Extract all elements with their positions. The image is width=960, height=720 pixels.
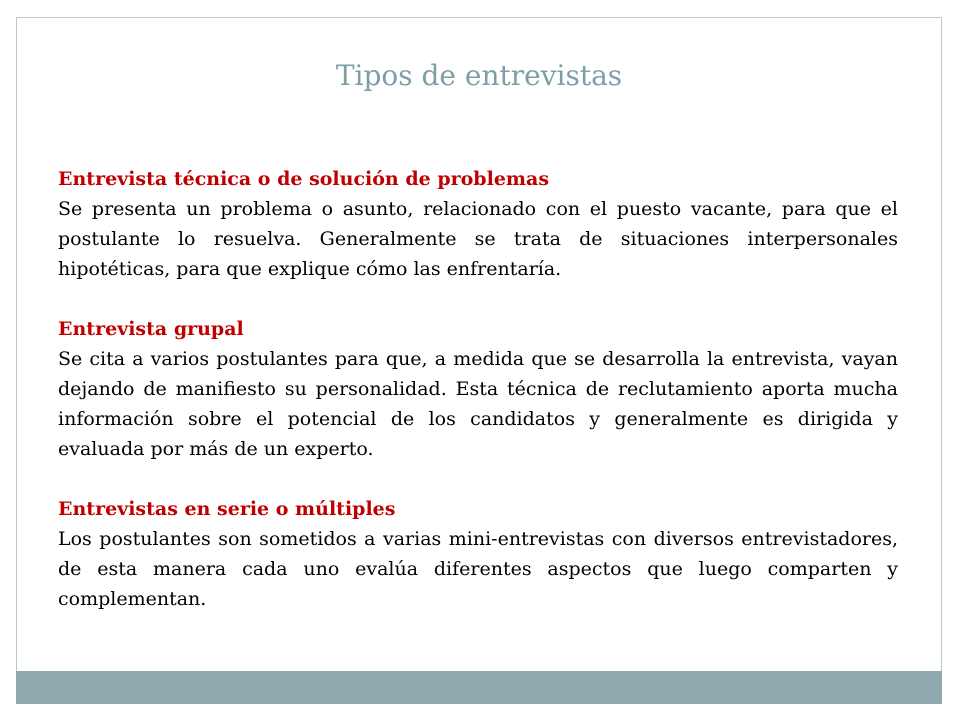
section-heading: Entrevista técnica o de solución de problemas — [58, 168, 550, 190]
section-heading: Entrevistas en serie o múltiples — [58, 498, 396, 520]
section-group-interview — [58, 314, 898, 464]
footer-bar — [16, 671, 942, 704]
slide-content — [58, 164, 898, 644]
slide-title: Tipos de entrevistas — [335, 59, 623, 92]
section-body: Se presenta un problema o asunto, relacionado con el puesto vacante, para que el postulante lo resuelva. Generalmente se trata de situaciones interpersonales hipotéticas, para que explique cómo las enfrentaría. — [58, 198, 898, 280]
section-heading: Entrevista grupal — [58, 318, 244, 340]
section-serial-interviews — [58, 494, 898, 614]
section-body: Los postulantes son sometidos a varias mini-entrevistas con diversos entrevistadores, de esta manera cada uno evalúa diferentes aspectos que luego comparten y complementan. — [58, 528, 898, 610]
section-body: Se cita a varios postulantes para que, a medida que se desarrolla la entrevista, vayan dejando de manifiesto su personalidad. Esta técnica de reclutamiento aporta mucha información sobre el potencial de los candidatos y generalmente es dirigida y evaluada por más de un experto. — [58, 348, 898, 460]
section-technical-interview — [58, 164, 898, 284]
